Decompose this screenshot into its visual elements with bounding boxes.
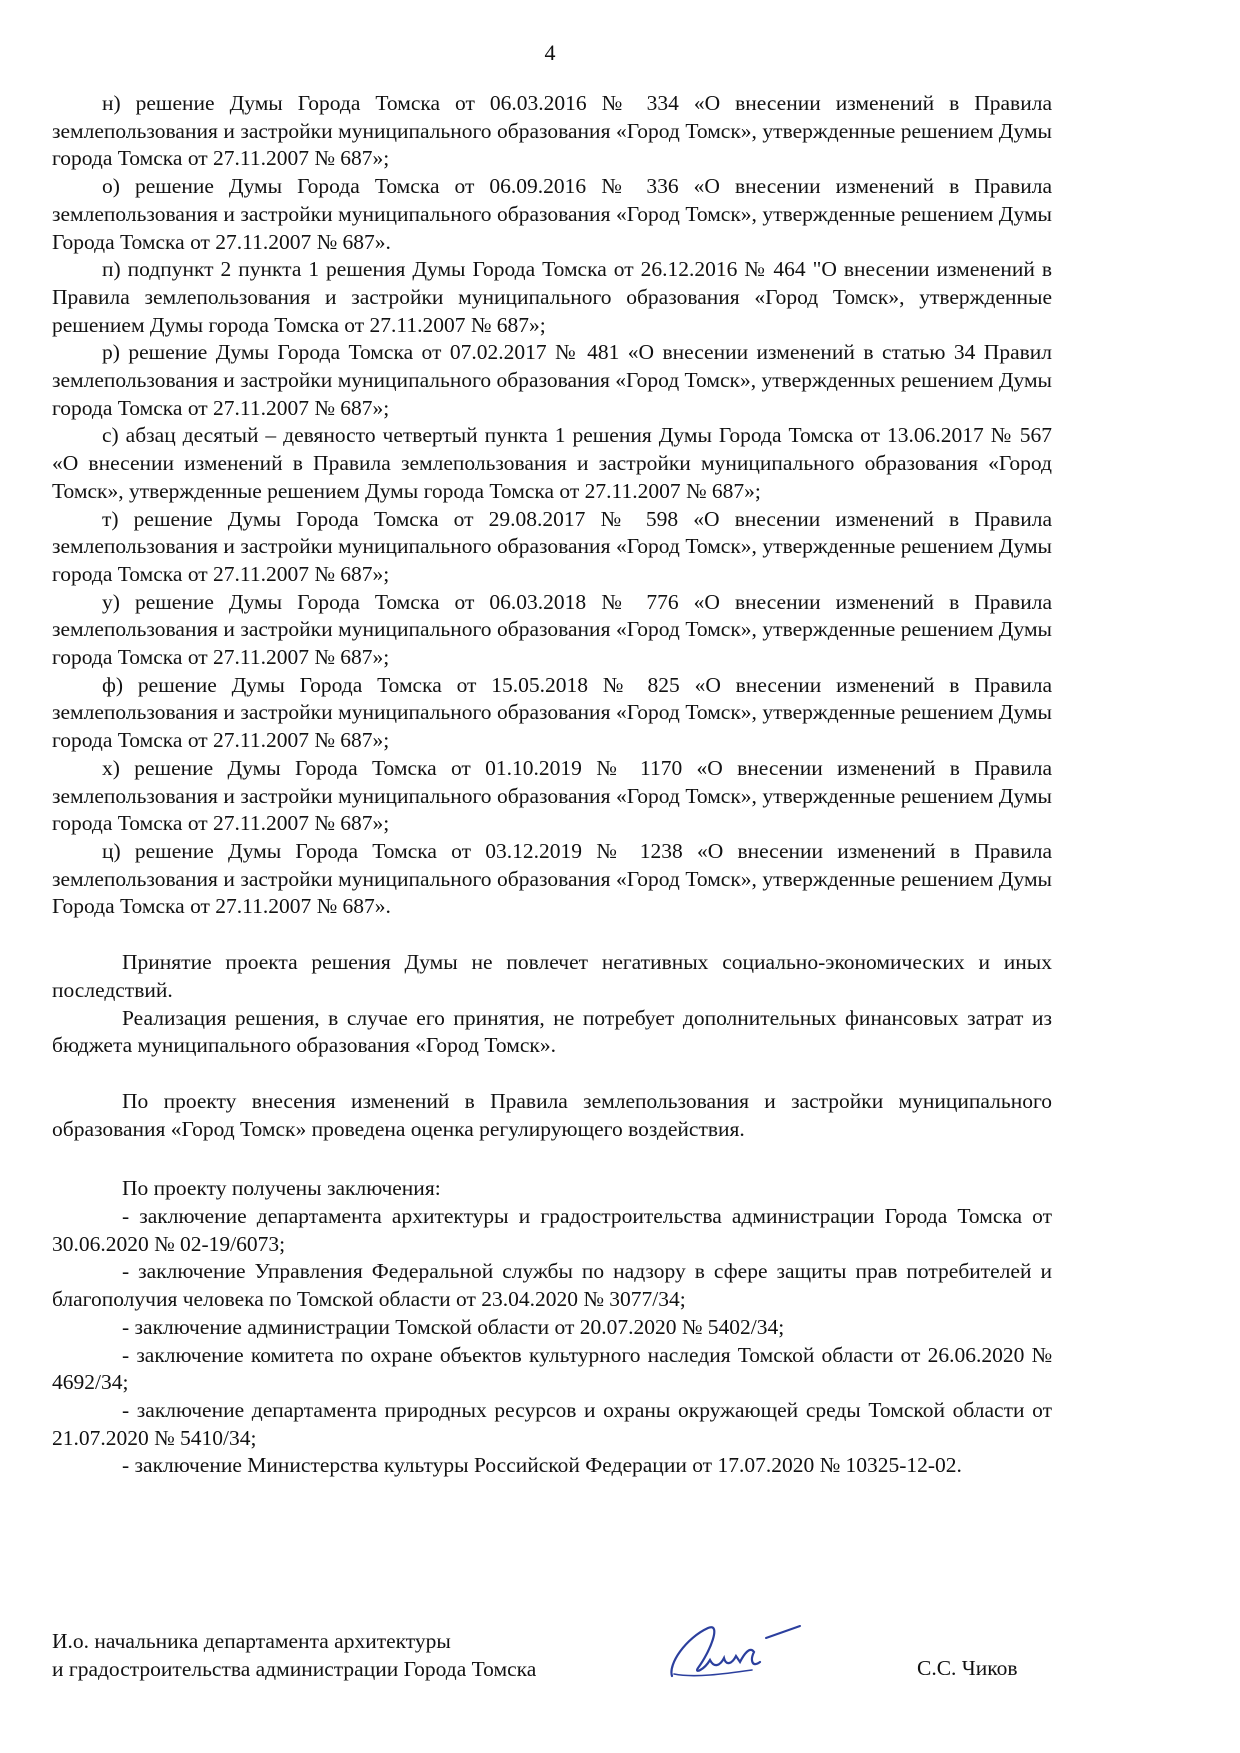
document-body <box>52 90 1052 1480</box>
amendment-item: ц) решение Думы Города Томска от 03.12.2019 № 1238 «О внесении изменений в Правила землепользования и застройки муниципального образования «Город Томск», утвержденные решением Думы Города Томска от 27.11.2007 № 687». <box>52 838 1052 919</box>
amendment-item: н) решение Думы Города Томска от 06.03.2016 № 334 «О внесении изменений в Правила землепользования и застройки муниципального образования «Город Томск», утвержденные решением Думы города Томска от 27.11.2007 № 687»; <box>52 91 1052 171</box>
signer-title-line: И.о. начальника департамента архитектуры <box>52 1629 451 1653</box>
signer-name: С.С. Чиков <box>917 1656 1018 1680</box>
signer-title <box>52 1628 652 1683</box>
handwritten-signature-icon <box>664 1616 814 1686</box>
page-number: 4 <box>544 40 556 65</box>
amendment-item: п) подпункт 2 пункта 1 решения Думы Города Томска от 26.12.2016 № 464 "О внесении изменений в Правила землепользования и застройки муниципального образования «Город Томск», утвержденные решением Думы города Томска от 27.11.2007 № 687»; <box>52 257 1052 337</box>
consequences-paragraph: Принятие проекта решения Думы не повлечет негативных социально-экономических и иных последствий. <box>52 950 1052 1002</box>
conclusion-item: - заключение администрации Томской области от 20.07.2020 № 5402/34; <box>122 1314 785 1339</box>
financing-paragraph: Реализация решения, в случае его принятия, не потребует дополнительных финансовых затрат из бюджета муниципального образования «Город Томск». <box>52 1005 1052 1058</box>
conclusion-item: - заключение Министерства культуры Российской Федерации от 17.07.2020 № 10325-12-02. <box>122 1453 962 1478</box>
amendment-item: р) решение Думы Города Томска от 07.02.2017 № 481 «О внесении изменений в статью 34 Правил землепользования и застройки муниципального образования «Город Томск», утвержденных решением Думы города Томска от 27.11.2007 № 687»; <box>52 340 1052 420</box>
amendment-item: с) абзац десятый – девяносто четвертый пункта 1 решения Думы Города Томска от 13.06.2017 № 567 «О внесении изменений в Правила землепользования и застройки муниципального образования «Город Томск», утвержденные решением Думы города Томска от 27.11.2007 № 687»; <box>52 423 1052 503</box>
signer-title-line: и градостроительства администрации Города Томска <box>52 1656 537 1681</box>
amendment-item: у) решение Думы Города Томска от 06.03.2018 № 776 «О внесении изменений в Правила землепользования и застройки муниципального образования «Город Томск», утвержденные решением Думы города Томска от 27.11.2007 № 687»; <box>52 589 1052 670</box>
amendment-item: х) решение Думы Города Томска от 01.10.2019 № 1170 «О внесении изменений в Правила землепользования и застройки муниципального образования «Город Томск», утвержденные решением Думы города Томска от 27.11.2007 № 687»; <box>52 755 1052 836</box>
amendment-item: ф) решение Думы Города Томска от 15.05.2018 № 825 «О внесении изменений в Правила землепользования и застройки муниципального образования «Город Томск», утвержденные решением Думы города Томска от 27.11.2007 № 687»; <box>52 672 1052 753</box>
conclusion-item: - заключение комитета по охране объектов культурного наследия Томской области от 26.06.2020 № 4692/34; <box>52 1342 1052 1395</box>
conclusions-intro: По проекту получены заключения: <box>122 1176 441 1201</box>
amendment-item: о) решение Думы Города Томска от 06.09.2016 № 336 «О внесении изменений в Правила землепользования и застройки муниципального образования «Город Томск», утвержденные решением Думы Города Томска от 27.11.2007 № 687». <box>52 174 1052 254</box>
conclusion-item: - заключение департамента природных ресурсов и охраны окружающей среды Томской области от 21.07.2020 № 5410/34; <box>52 1397 1052 1450</box>
amendment-item: т) решение Думы Города Томска от 29.08.2017 № 598 «О внесении изменений в Правила землепользования и застройки муниципального образования «Город Томск», утвержденные решением Думы города Томска от 27.11.2007 № 687»; <box>52 506 1052 586</box>
conclusion-item: - заключение Управления Федеральной службы по надзору в сфере защиты прав потребителей и благополучия человека по Томской области от 23.04.2020 № 3077/34; <box>52 1259 1052 1312</box>
conclusion-item: - заключение департамента архитектуры и градостроительства администрации Города Томска от 30.06.2020 № 02-19/6073; <box>52 1204 1052 1256</box>
assessment-paragraph: По проекту внесения изменений в Правила землепользования и застройки муниципального образования «Город Томск» проведена оценка регулирующего воздействия. <box>52 1088 1052 1141</box>
